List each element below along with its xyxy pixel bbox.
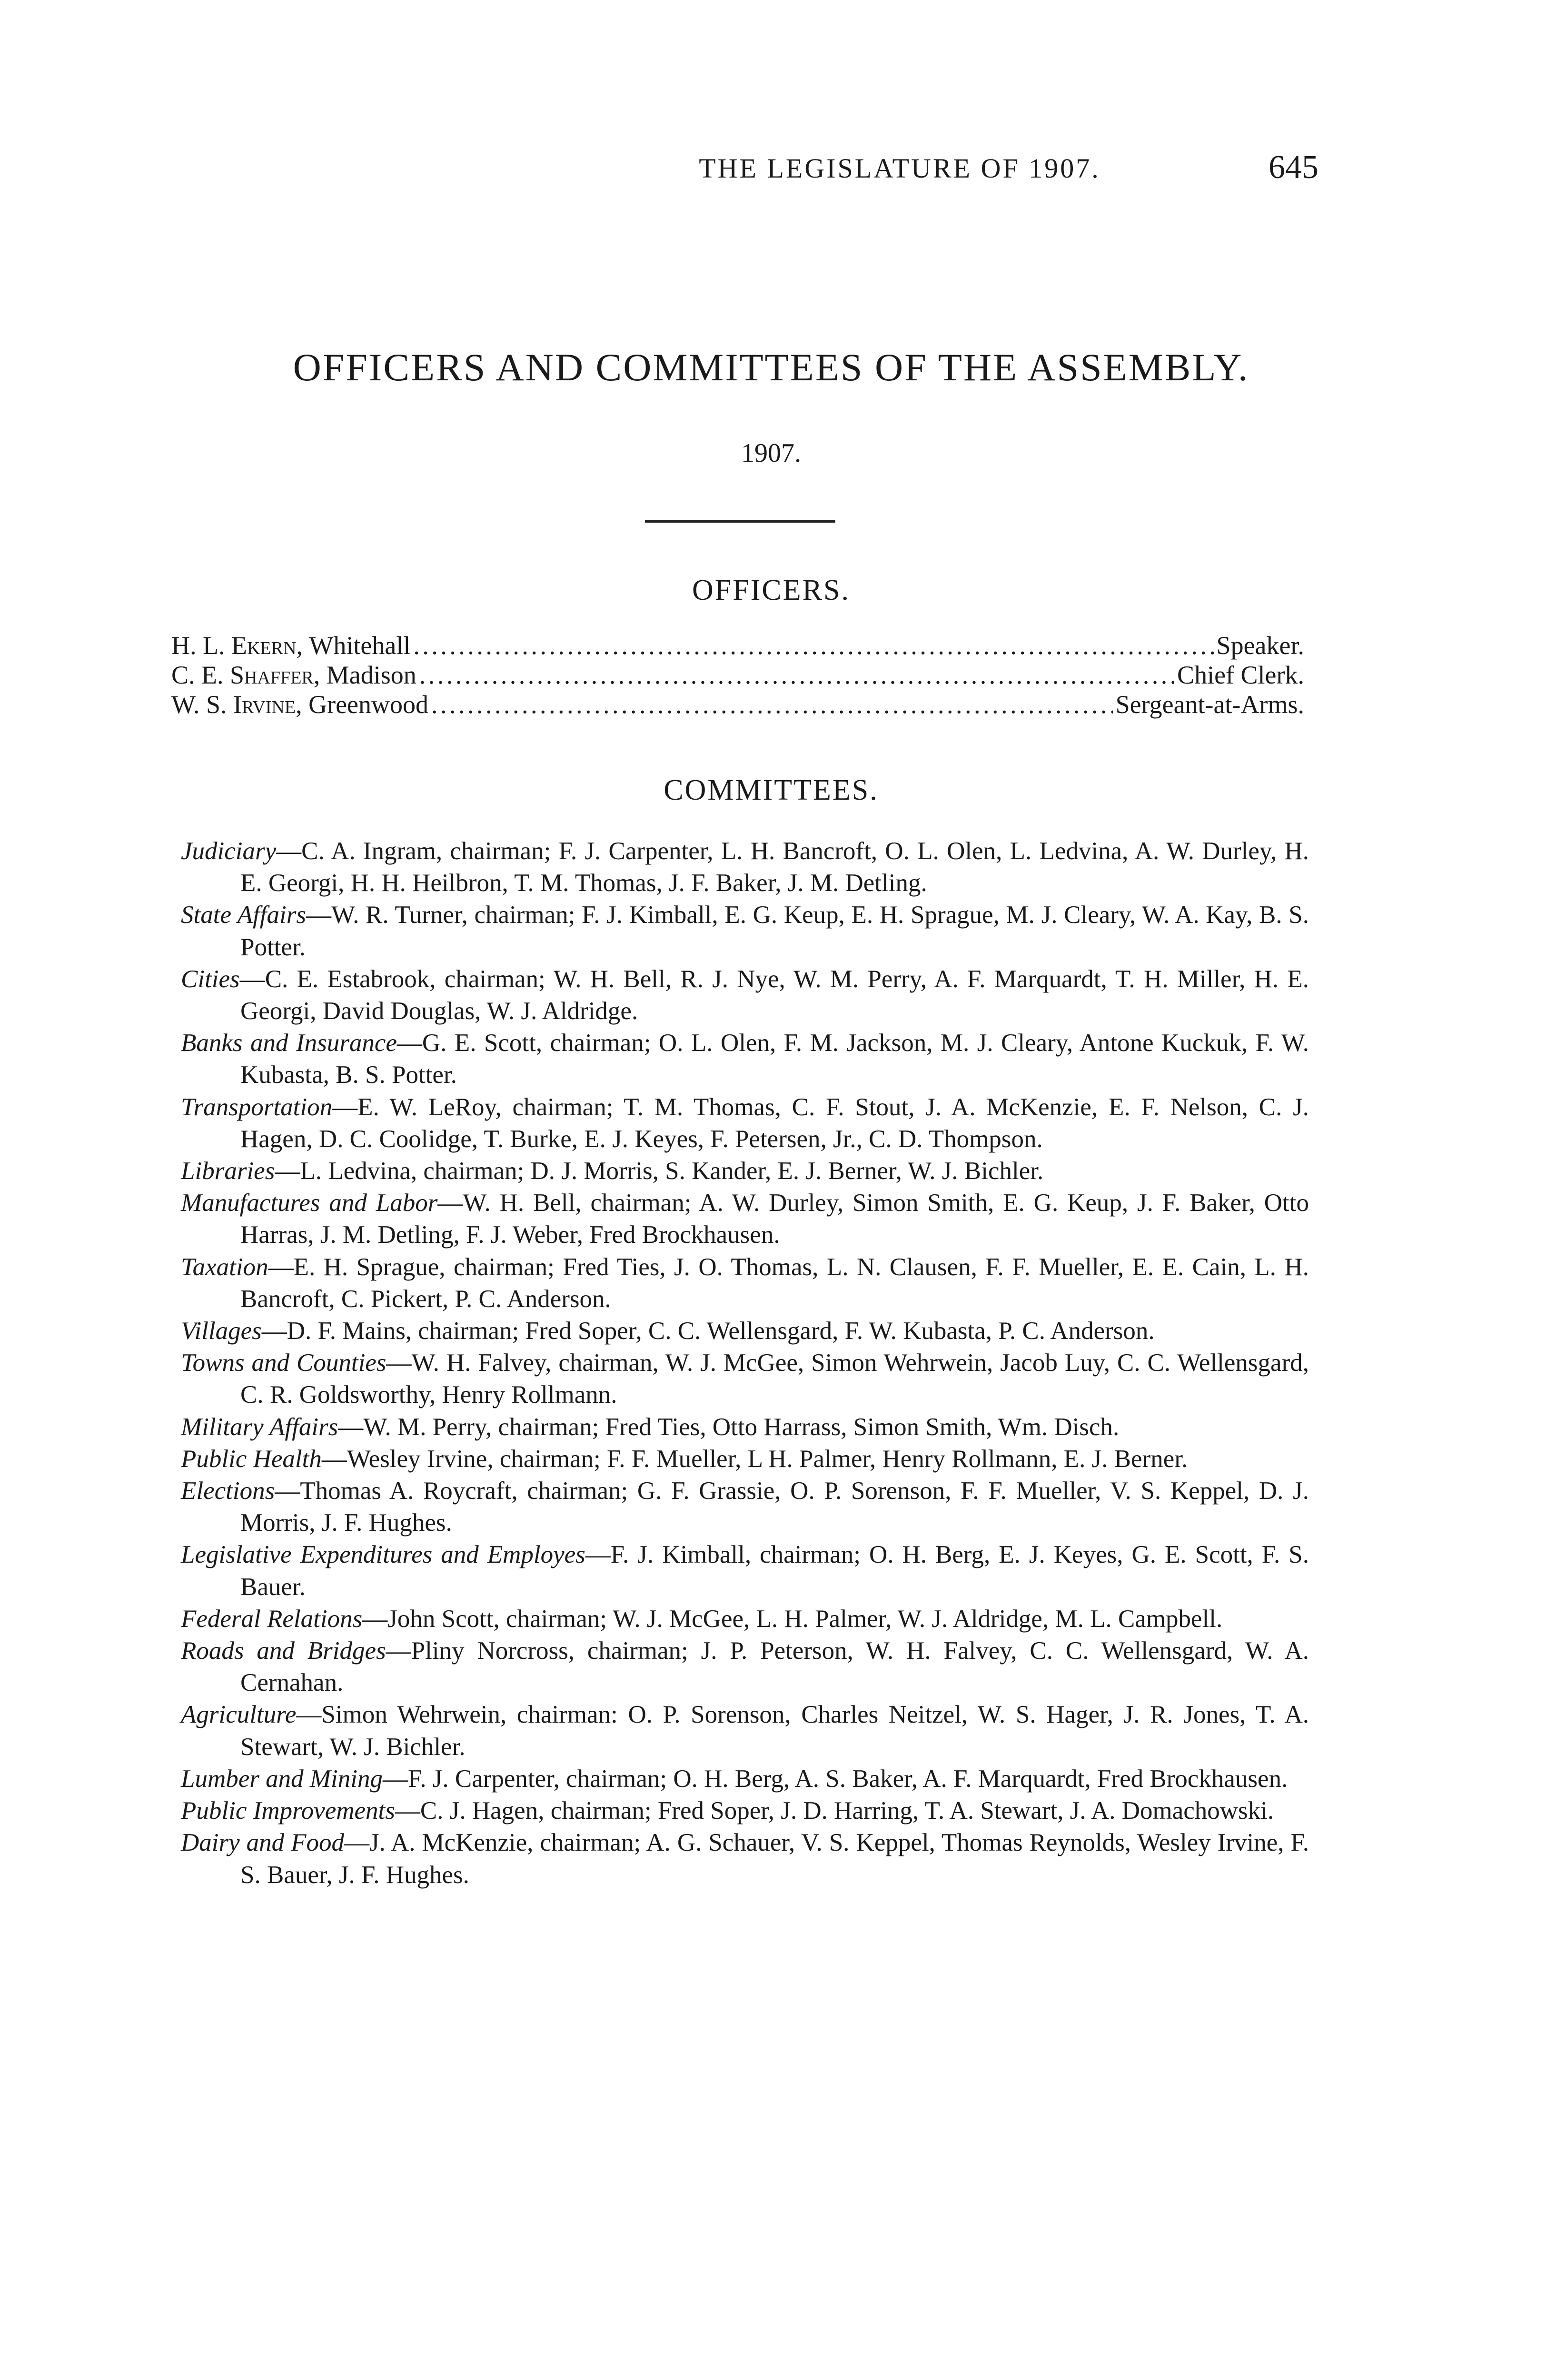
committee-members: F. J. Kimball, chairman; O. H. Berg, E. J. Keyes, G. E. Scott, F. S. Bauer. (240, 1541, 1309, 1601)
committee-entry (181, 1827, 1309, 1891)
committee-name: Banks and Insurance (181, 1029, 397, 1057)
em-dash: — (261, 1317, 287, 1345)
committees-list (181, 835, 1309, 1891)
committee-entry (181, 1795, 1309, 1827)
em-dash: — (268, 1253, 294, 1281)
em-dash: — (383, 1765, 408, 1793)
committee-members: C. E. Estabrook, chairman; W. H. Bell, R. J. Nye, W. M. Perry, A. F. Marquardt, T. H. Miller, H. E. Georgi, David Douglas, W. J. Aldridge. (240, 965, 1309, 1025)
committee-entry (181, 899, 1309, 963)
page-number: 645 (1269, 149, 1318, 186)
officer-name: C. E. Shaffer (171, 661, 314, 689)
committee-name: Elections (181, 1477, 275, 1505)
committee-members: G. E. Scott, chairman; O. L. Olen, F. M. Jackson, M. J. Cleary, Antone Kuckuk, F. W. Kubasta, B. S. Potter. (240, 1029, 1309, 1089)
officer-office: Speaker. (1216, 631, 1304, 660)
committee-entry (181, 1763, 1309, 1795)
em-dash: — (395, 1797, 420, 1825)
committee-entry (181, 1475, 1309, 1539)
committee-name: Transportation (181, 1093, 333, 1121)
committee-members: W. H. Bell, chairman; A. W. Durley, Simon Smith, E. G. Keup, J. F. Baker, Otto Harras, J. M. Detling, F. J. Weber, Fred Brockhausen. (240, 1189, 1309, 1249)
year: 1907. (741, 438, 801, 468)
officer-place: Greenwood (308, 690, 429, 719)
em-dash: — (275, 1157, 300, 1185)
committee-members: Pliny Norcross, chairman; J. P. Peterson, W. H. Falvey, C. C. Wellensgard, W. A. Cernahan. (240, 1637, 1309, 1697)
committee-name: Manufactures and Labor (181, 1189, 438, 1217)
committee-entry (181, 1539, 1309, 1603)
dot-leader (431, 690, 1113, 719)
committee-entry (181, 1699, 1309, 1763)
running-head: THE LEGISLATURE OF 1907. (699, 153, 1100, 184)
em-dash: — (332, 1093, 358, 1121)
officer-place: Whitehall (309, 631, 411, 660)
committee-members: D. F. Mains, chairman; Fred Soper, C. C. Wellensgard, F. W. Kubasta, P. C. Anderson. (287, 1317, 1155, 1345)
committee-entry (181, 1315, 1309, 1347)
committee-members: J. A. McKenzie, chairman; A. G. Schauer, V. S. Keppel, Thomas Reynolds, Wesley Irvine, F. S. Bauer, J. F. Hughes. (240, 1829, 1309, 1889)
committee-name: Towns and Counties (181, 1349, 386, 1377)
em-dash: — (396, 1029, 422, 1057)
committee-entry (181, 1443, 1309, 1475)
em-dash: — (306, 901, 331, 929)
em-dash: — (338, 1413, 364, 1441)
officer-name: W. S. Irvine (171, 690, 296, 719)
em-dash: — (239, 965, 265, 993)
committee-members: E. H. Sprague, chairman; Fred Ties, J. O. Thomas, L. N. Clausen, F. F. Mueller, E. E. Cain, L. H. Bancroft, C. Pickert, P. C. Anderson. (240, 1253, 1309, 1313)
em-dash: — (386, 1349, 412, 1377)
committee-members: C. A. Ingram, chairman; F. J. Carpenter, L. H. Bancroft, O. L. Olen, L. Ledvina, A. W. Durley, H. E. Georgi, H. H. Heilbron, T. M. Thomas, J. F. Baker, J. M. Detling. (240, 837, 1309, 897)
committee-entry (181, 1155, 1309, 1187)
committee-name: State Affairs (181, 901, 306, 929)
committee-entry (181, 1411, 1309, 1443)
em-dash: — (276, 837, 302, 865)
committee-name: Public Improvements (181, 1797, 395, 1825)
dot-leader (419, 660, 1174, 690)
committee-name: Public Health (181, 1445, 322, 1473)
committee-entry (181, 835, 1309, 899)
em-dash: — (386, 1637, 411, 1665)
em-dash: — (344, 1829, 369, 1857)
em-dash: — (296, 1701, 322, 1729)
committee-entry (181, 963, 1309, 1027)
committee-members: Wesley Irvine, chairman; F. F. Mueller, L H. Palmer, Henry Rollmann, E. J. Berner. (347, 1445, 1188, 1473)
em-dash: — (362, 1605, 388, 1633)
em-dash: — (321, 1445, 347, 1473)
committee-name: Lumber and Mining (181, 1765, 383, 1793)
committee-members: L. Ledvina, chairman; D. J. Morris, S. Kander, E. J. Berner, W. J. Bichler. (300, 1157, 1044, 1185)
committee-name: Dairy and Food (181, 1829, 344, 1857)
officer-row: W. S. Irvine , Greenwood . . . Sergeant-at-Arms. (171, 690, 1304, 719)
officers-heading: OFFICERS. (692, 574, 850, 606)
committee-members: W. M. Perry, chairman; Fred Ties, Otto Harrass, Simon Smith, Wm. Disch. (363, 1413, 1120, 1441)
committee-members: W. H. Falvey, chairman, W. J. McGee, Simon Wehrwein, Jacob Luy, C. C. Wellensgard, C. R. Goldsworthy, Henry Rollmann. (240, 1349, 1309, 1409)
dot-leader (413, 631, 1213, 660)
committee-name: Roads and Bridges (181, 1637, 386, 1665)
committee-entry (181, 1251, 1309, 1315)
committee-entry (181, 1347, 1309, 1411)
committee-members: W. R. Turner, chairman; F. J. Kimball, E. G. Keup, E. H. Sprague, M. J. Cleary, W. A. Kay, B. S. Potter. (240, 901, 1309, 961)
committee-name: Villages (181, 1317, 262, 1345)
committee-name: Cities (181, 965, 240, 993)
committees-heading: COMMITTEES. (664, 774, 879, 806)
committee-entry (181, 1027, 1309, 1091)
em-dash: — (275, 1477, 300, 1505)
committee-members: E. W. LeRoy, chairman; T. M. Thomas, C. F. Stout, J. A. McKenzie, E. F. Nelson, C. J. Hagen, D. C. Coolidge, T. Burke, E. J. Keyes, F. Petersen, Jr., C. D. Thompson. (240, 1093, 1309, 1153)
committee-name: Taxation (181, 1253, 268, 1281)
em-dash: — (437, 1189, 463, 1217)
committee-name: Judiciary (181, 837, 277, 865)
committee-members: John Scott, chairman; W. J. McGee, L. H. Palmer, W. J. Aldridge, M. L. Campbell. (387, 1605, 1223, 1633)
committee-entry (181, 1187, 1309, 1251)
committee-name: Military Affairs (181, 1413, 338, 1441)
committee-members: C. J. Hagen, chairman; Fred Soper, J. D. Harring, T. A. Stewart, J. A. Domachowski. (420, 1797, 1274, 1825)
officer-place: Madison (326, 661, 416, 689)
committee-members: F. J. Carpenter, chairman; O. H. Berg, A. S. Baker, A. F. Marquardt, Fred Brockhausen. (408, 1765, 1288, 1793)
committee-entry (181, 1603, 1309, 1635)
officer-row: C. E. Shaffer , Madison . . . Chief Clerk. (171, 660, 1304, 690)
committee-name: Agriculture (181, 1701, 297, 1729)
officer-office: Sergeant-at-Arms. (1115, 690, 1304, 719)
committee-name: Libraries (181, 1157, 275, 1185)
committee-members: Thomas A. Roycraft, chairman; G. F. Grassie, O. P. Sorenson, F. F. Mueller, V. S. Keppel, D. J. Morris, J. F. Hughes. (240, 1477, 1309, 1537)
committee-name: Federal Relations (181, 1605, 363, 1633)
officer-office: Chief Clerk. (1177, 661, 1304, 689)
officer-row: H. L. Ekern , Whitehall . . . Speaker. (171, 631, 1304, 660)
divider-rule (645, 520, 835, 523)
committee-entry (181, 1635, 1309, 1699)
committee-name: Legislative Expenditures and Employes (181, 1541, 585, 1569)
committee-members: Simon Wehrwein, chairman: O. P. Sorenson, Charles Neitzel, W. S. Hager, J. R. Jones, T. A. Stewart, W. J. Bichler. (240, 1701, 1309, 1761)
committee-entry (181, 1091, 1309, 1155)
em-dash: — (585, 1541, 611, 1569)
officer-name: H. L. Ekern (171, 631, 297, 660)
officers-list (171, 631, 1304, 719)
page-title: OFFICERS AND COMMITTEES OF THE ASSEMBLY. (293, 346, 1249, 389)
